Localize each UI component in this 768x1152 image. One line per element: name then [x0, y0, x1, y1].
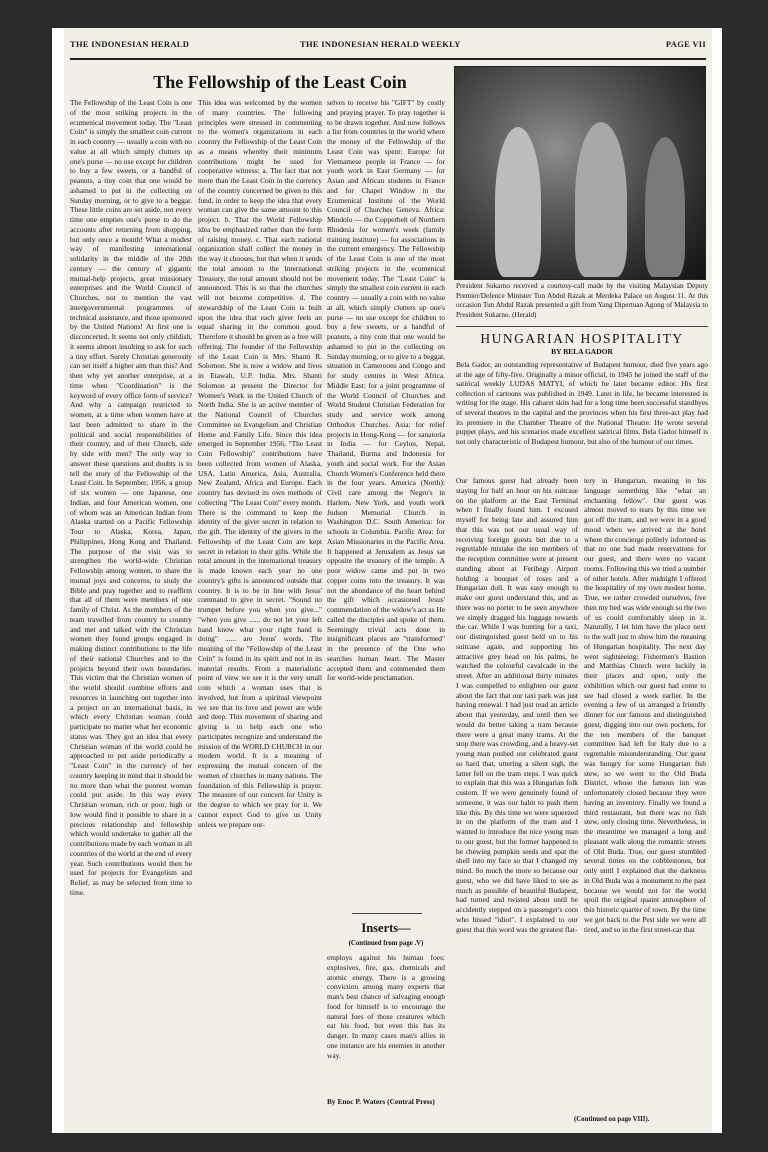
column-2-text: This idea was welcomed by the women of many countries. The following principles were stressed in commenting to the women's organizations in each country the Fellowship of the Least Coin as a means whereby their minimum contributions might be used for cooperative witness: a. The fact that not more than the Least Coin in the currency of the country concerned be given to this fund, in order to keep the idea that every woman can give the same amount to this project. b. That the World Fellowship idea be emphasized rather than the form of raising money. c. That each national organization shall collect the money in the way it chooses, but that when it sends the total amount to the International Treasury, the total amount should not be announced. This is so that the churches will not become competitive. d. The stewardship of the Least Coin is built upon the idea that each giver feels an equal sharing in the common good. Therefore it should be given as a free will offering. The founder of the Fellowship of the Least Coin is Mrs. Shanti R. Solomon. She is now a widow and lives in Etawah, U.P. India. Mrs. Shanti Solomon at present the Director for Women's Work in the United Church of North India. She is an active member of the National Council of Churches Committee on Evangelism and Christian Home and Family Life. Since this idea emerged in September 1956, "The Least Coin Fellowship" contributions have been collected from women of Alaska, USA, Latin America, Asia, Australia, New Zealand, Africa and Europe. Each country has devised its own methods of collecting "The Least Coin" every month. There is the command to keep the identity of the giver secret in relation to the gift. The identity of the givers in the Fellowship of the Least Coin are kept secret in relation to their gifts. While the total amount in the international treasury is made known each year no one country's gifts is announced outside that country. It is to be in line with Jesus' command to give in secret. "Sound no trumpet before you when you give..." "when you give ...... do not let your left hand know what your right hand is doing" ...... are Jesus' words. The meaning of the "Fellowship of the Least Coin" is found in its spirit and not in its material results. From a materialistic point of view we see it is the very small coin which a woman uses that is involved, but from a spiritual viewpoint we see that its love and power are wide and deep. This movement of sharing and giving is to help each one who participates recognize and understand the mission of the WORLD CHURCH in our modern world. It is a meaning of expressing the mutual concern of the women of churches in many nations. The foundation of this Fellowship is prayer. The measure of our concern for Unity is the degree to which we pray for it. We cannot expect God to give us Unity unless we prepare our- [198, 98, 322, 829]
header-left: THE INDONESIAN HERALD [70, 39, 190, 49]
hungarian-column-a [456, 476, 578, 1116]
hungarian-intro [456, 360, 708, 468]
inserts-title: Inserts— [361, 921, 411, 935]
newspaper-page [52, 28, 722, 1133]
hungarian-column-b [584, 476, 706, 1106]
hungarian-intro-text: Bela Gador, an outstanding representative of Budapest humour, died five years ago at the age of fifty-five. Originally a minor official, in 1945 he joined the staff of the satirical weekly LUDAS MATYI, of which he later became editor. His first collection of cartoons was published in 1949. Later in life, he became interested in writing for the stage. His cabaret skits had for a long time been successful standbyes of several theatres in the capital and the provinces when his first three-act play had its premiere in the Chamber Theatre of the National Theatre. He wrote several puppet plays, and his scenarios made excellent satirical films. Bela Gador himself is not only characteristic of Budapest humour, but also of the humour of our times. [456, 360, 708, 446]
inserts-byline [327, 1097, 445, 1119]
article-column-3 [327, 98, 445, 908]
divider [456, 326, 708, 327]
inserts-byline-text: By Enoc P. Waters (Central Press) [327, 1097, 435, 1106]
hungarian-continued: (Continued on page VIII). [574, 1116, 650, 1123]
article-column-1 [70, 98, 192, 1118]
hungarian-byline: BY BELA GADOR [551, 347, 613, 356]
right-margin [712, 28, 722, 1133]
article-headline: The Fellowship of the Least Coin [153, 72, 407, 92]
header-right: PAGE VII [665, 39, 706, 49]
hungarian-headline: HUNGARIAN HOSPITALITY [480, 331, 684, 346]
inserts-text: employs against his human foes: explosives, fire, gas, chemicals and atomic energy. There is a growing conviction among many experts that man's best chance of salvaging enough food for himself is to encourage the natural foes of those creatures which eat his food, but even this has its danger. In many cases man's allies in one instance are his enemies in another way. [327, 953, 445, 1060]
article-column-2 [198, 98, 322, 1113]
photo-figure [645, 137, 685, 277]
photo-figure [575, 122, 627, 277]
column-1-text: The Fellowship of the Least Coin is one of the most striking projects in the ecumenical movement today. The "Least Coin" is simply the smallest coin current in each country — usually a coin with no value at all which simply clutters up one's purse — no use except for children to buy a few sweets, or a handful of peanuts, a tiny coin that one would be ashamed to put in the collecting on Sunday morning, or to give to a beggar. These little coins are set aside, not every time one empties one's purse to do the accounts after returning from shopping, but only once a month! What a modest way of manifesting international solidarity in the middle of the 20th century — the century of gigantic mutual-help projects, great missionary enterprises and the World Council of Churches, not to mention the vast intergovernmental programmes of technical assistance, and those sponsored by the United Nations! At first one is disconcerted. It seems not only childish, it seems almost insulting to ask for such a tiny effort. Surely Christian generosity can set itself a higher aim than this? And then why yet another enterprise, at a time when "Coordination" is the keyword of every office form of service? And why a campaign restricted to women, at a time when women have at last been admitted to share in the political and social responsibilities of their country, and of their Church, side by side with men? The only way to answer these questions and doubts is to tell the story of the Fellowship of the Least Coin. In September, 1956, a group of six women — one Japanese, one Indian, and four American women, one of whom was an American Indian from Alaska started on a Pacific Fellowship Tour to Alaska, Korea, Japan, Philippines, Hong Kong and Thailand. The purpose of the visit was to strengthen the world-wide Christian Fellowship among women, to share the mutual joys and concerns, to study the Bible and pray together and to reaffirm that all of them were members of one family of Christ. As the members of the team travelled from country to country and met and talked with the Christian women they found groups engaged in making distinct contributions to the life of their national Churches and to the projects beyond their own boundaries. This victim that the Christian women of the world should combine efforts and resources in launching out together into a project on an international basis, in which every Christian woman could participate no matter what her economic status was. They got an idea that every Christian woman of the world could be approached to put aside periodically a "Least Coin" in the currency of her country keeping in mind that it should be no more than what the poorest woman could put aside. In this way every Christian woman, rich or poor, high or low would find it possible to share in a precious relationship and fellowship which would undertake to gather all the contributions made by each woman in all countries of the world at the end of every year. Such contributions would then be used for projects for Evangelism and Relief, as may be selected from time to time. [70, 98, 192, 897]
header-center: THE INDONESIAN HERALD WEEKLY [300, 39, 461, 49]
inserts-column [327, 953, 445, 1096]
column-3-text: selves to receive his "GIFT" by costly and praying prayer. To pray together is to be drawn together. And now follows a list from countries in the world where the money of the Fellowship of the Least Coin was spent: Europe: for Vietnamese people in France — for youth work in East Germany — for Asian and African students in France and for Chapel Window in the Ecumenical Institute of the World Council of Churches Geneva. Africa: Mindolo — the Copperbelt of Northern Rhodesia for women's week (family training institute) — for associations in the current emergency. The Fellowship of the Least Coin is one of the most striking projects in the ecumenical movement today. The "Least Coin" is simply the smallest coin current in each country — usually a coin with no value at all, which simply clutters up one's purse — no use except for children to buy a few sweets, or a handful of peanuts, a tiny coin that one would be ashamed to put in the collecting on Sunday morning, or to give to a beggar, situation in Cameroons and Congo and for study centres in West Africa. Middle East: for a joint programme of the World Council of Churches and World Student Christian Federation for study and service work among Orthodox Churches. Asia: for relief projects in Hong-Kong — for sanatoria in India — for Ceylon, Nepal, Thailand, Burma and Indonesia for youth and social work. For the Asian Church Women's Conference held there in the four years. America (North): Civil care among the Negro's in Harlem, New York, and youth work Judson Memorial Church in Washington D.C. South America: for schools in Columbia. Pacific Area: for Asian Missionaries in the Pacific Area. It happened at Jerusalem as Jesus sat opposite the treasury of the temple. A poor widow came and put in two copper coins into the treasury. It was not the abundance of the heart behind the gift which occasioned Jesus' commendation of the widow's act as He called the disciples and spoke of them. Seemingly trivial acts done in insignificant places are "transformed" in the presence of the One who searches human heart. The Master accepted them and commended them for world-wide proclamation. [327, 98, 445, 683]
page-header [70, 32, 706, 60]
photo-caption: President Sukarno received a courtesy-call made by the visiting Malaysian Deputy Premier/Defence Minister Tun Abdul Razak at Merdeka Palace on August 11. At this occasion Tun Abdul Razak presented a gift from Yang Dipertuan Agong of Malaysia to President Sukarno. (Herald) [456, 282, 708, 319]
photo-figure [495, 127, 541, 277]
hungarian-column-b-text: tery in Hungarian, meaning in his language something like "what an enchanting fellow". Our guest was almost moved to tears by this time we got off the tram, and we were in a good mood when we arrived at the hotel where the concierge politely informed us that no one had made reservations for our guest, and there were no vacant rooms. Following this we tried a number of other hotels. After midnight I offered the hospitality of my own modest home. True, we rather crowded ourselves, five then my bed was wide enough so the two of us could comfortably sleep in it. Naturally, I let him have the place next to the wall just to show him the meaning of Hungarian hospitality. The next day went sightseeing: Fishermen's Bastion and Matthias Church were luckily in their places and open, only the exhibition which our guest had come to see had closed a week earlier. In the evening a few of us arranged a friendly dinner for our famous and distinguished guest, digging into our own pockets, for the ten members of the banquet committee had left for Italy due to a regrettable misunderstanding. Our guest was hungry for some Hungarian fish stew, so we went to the Old Buda District, whose the famous inn was unfortunately closed because they were having an inventory. Finally we found a third restaurant, but there was no fish stew, only closing time. Nevertheless, in the meantime we managed a long and pleasant walk along the romantic streets of Old Buda. True, our guest stumbled several times on the cobblestones, but only until I explained that the darkness in Old Buda was a monument to the past because we would not for the world spoil the original quaint atmosphere of this historic quarter of town. By the time we got back to the Pest side we were all tired, and so in the first street-car that [584, 476, 706, 934]
news-photo [454, 66, 706, 280]
inserts-continued: (Continued from page .V) [348, 940, 424, 947]
left-margin [52, 28, 64, 1133]
divider [352, 913, 422, 914]
hungarian-column-a-text: Our famous guest had already been staying for half an hour on his suitcase on the platform at the East Terminal when I finally found him. I excused myself for being late and assured him that this was not our usual way of receiving foreign guests but due to a regrettable mistake the ten members of the reception committee were at present standing about at Ferihegy Airport holding a bouquet of roses and a Hungarian doll. It was easy enough to make our guest understand this, and as there was no porter to be seen anywhere we simply dragged his luggage towards the car. While I was hunting for a taxi, our distinguished guest held on to his suitcase again, and supporting his attractive grey head on his palms, he watched the colourful cavalcade in the street. After an additional thirty minutes I was compelled to enlighten our guest about the fact that our taxi park was just having renewal. I had just read an article about that yesterday, and until then we would do better taking a tram because there were a great many trams. At the stop there was crowding, and a heavy-set young man pushed our celebrated guest so hard that, uttering a silent sigh, the latter fell on the tram steps. I was quick to explain that this was a Hungarian folk custom. If we were genuinely found of someone, it was our habit to push them like this. By this time we were squeezed in on the platform of the tram and I wanted to introduce the nice young man to our guest, but the former happened to be chewing pumpkin seeds and spat the shell into my face so that I changed my mind. So much the more so because our guest, who we did have liked to see as much as possible of beautiful Budapest, had turned and twisted about until he accidently stepped on a passenger's corn who hissed "idiot". I explained to our guest that this word was the greatest flat- [456, 476, 578, 934]
